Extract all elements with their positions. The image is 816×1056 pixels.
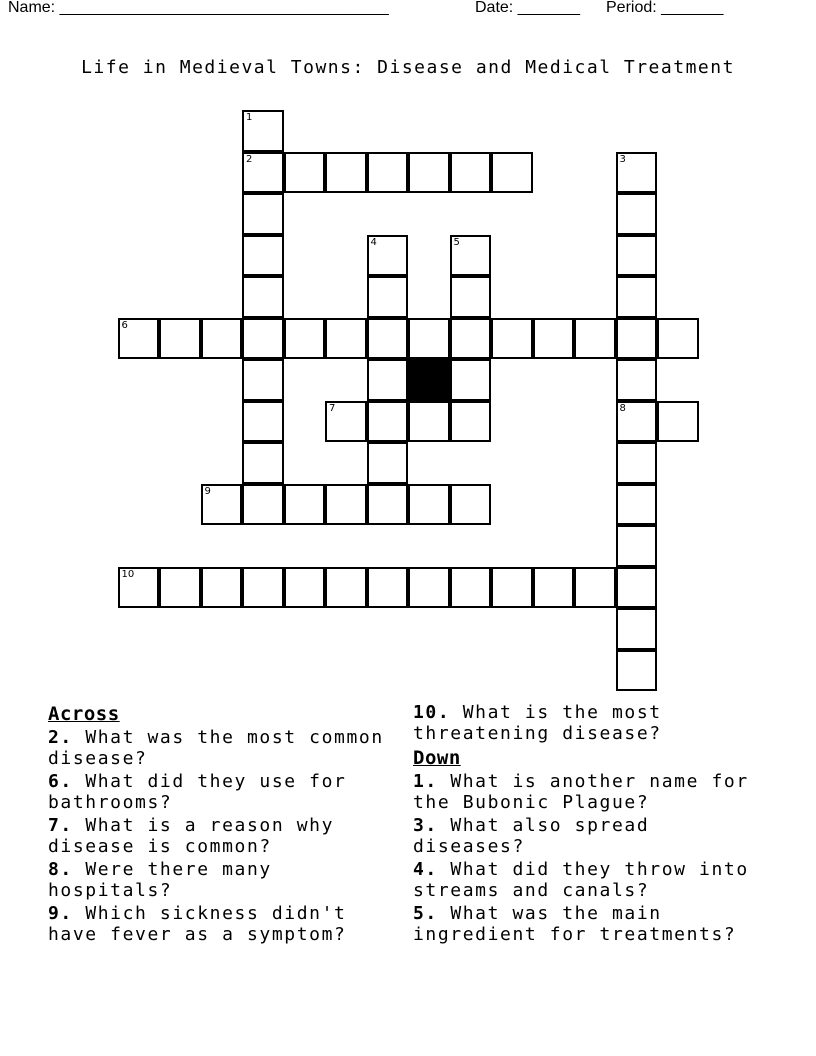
grid-cell[interactable] [616, 235, 658, 277]
across-clues [48, 703, 398, 948]
clue-across-8: 8. Were there many hospitals? [48, 859, 272, 901]
grid-cell[interactable] [201, 318, 243, 360]
grid-cell[interactable] [242, 276, 284, 318]
grid-cell[interactable] [574, 567, 616, 609]
grid-cell[interactable] [367, 359, 409, 401]
grid-cell[interactable] [533, 318, 575, 360]
clue-number: 10 [121, 568, 135, 580]
grid-cell[interactable] [325, 318, 367, 360]
grid-cell[interactable] [491, 152, 533, 194]
clue-across-9: 9. Which sickness didn't have fever as a symptom? [48, 903, 347, 945]
grid-cell[interactable] [408, 484, 450, 526]
grid-cell[interactable] [491, 318, 533, 360]
clue-down-5: 5. What was the main ingredient for treatments? [413, 903, 737, 945]
grid-cell[interactable] [450, 484, 492, 526]
grid-cell[interactable] [616, 484, 658, 526]
clue-number: 2 [246, 153, 253, 165]
grid-cell[interactable] [616, 650, 658, 692]
grid-cell[interactable] [325, 567, 367, 609]
grid-cell[interactable] [284, 152, 326, 194]
grid-cell[interactable] [201, 484, 243, 526]
grid-cell[interactable] [242, 318, 284, 360]
clue-down-1: 1. What is another name for the Bubonic Plague? [413, 771, 749, 813]
grid-cell[interactable] [118, 567, 160, 609]
grid-cell[interactable] [657, 401, 699, 443]
clue-number: 1 [246, 112, 253, 123]
clue-number: 9 [204, 485, 211, 497]
grid-cell[interactable] [367, 567, 409, 609]
grid-cell[interactable] [242, 110, 284, 152]
clue-down-3: 3. What also spread diseases? [413, 815, 650, 857]
right-clues-column [413, 703, 763, 948]
grid-cell[interactable] [367, 484, 409, 526]
grid-cell[interactable] [367, 235, 409, 277]
grid-cell[interactable] [367, 152, 409, 194]
clue-across-10: 10. What is the most threatening disease? [413, 702, 662, 744]
grid-cell[interactable] [408, 152, 450, 194]
period-field[interactable]: Period: _______ [606, 0, 724, 16]
grid-cell[interactable] [367, 318, 409, 360]
clue-across-2: 2. What was the most common disease? [48, 727, 384, 769]
grid-cell[interactable] [325, 484, 367, 526]
across-heading: Across [48, 703, 120, 725]
grid-cell[interactable] [367, 442, 409, 484]
grid-cell[interactable] [242, 567, 284, 609]
grid-cell[interactable] [616, 276, 658, 318]
name-field[interactable]: Name: _____________________________________ [8, 0, 389, 16]
grid-cell[interactable] [450, 359, 492, 401]
grid-cell[interactable] [616, 318, 658, 360]
grid-cell[interactable] [159, 318, 201, 360]
down-heading: Down [413, 747, 461, 769]
grid-cell[interactable] [616, 608, 658, 650]
grid-cell[interactable] [284, 567, 326, 609]
grid-cell[interactable] [367, 276, 409, 318]
grid-cell[interactable] [616, 442, 658, 484]
grid-cell[interactable] [657, 318, 699, 360]
grid-cell[interactable] [284, 318, 326, 360]
grid-cell[interactable] [201, 567, 243, 609]
grid-cell[interactable] [616, 401, 658, 443]
grid-cell[interactable] [325, 401, 367, 443]
grid-cell[interactable] [325, 152, 367, 194]
grid-cell[interactable] [450, 401, 492, 443]
clue-number: 4 [370, 236, 377, 248]
grid-cell[interactable] [616, 525, 658, 567]
grid-cell[interactable] [574, 318, 616, 360]
grid-cell[interactable] [491, 567, 533, 609]
grid-cell[interactable] [408, 318, 450, 360]
clue-number: 8 [619, 402, 626, 414]
date-field[interactable]: Date: _______ [475, 0, 580, 16]
grid-cell[interactable] [450, 235, 492, 277]
grid-cell[interactable] [242, 442, 284, 484]
grid-cell[interactable] [616, 193, 658, 235]
clue-number: 7 [329, 402, 336, 414]
grid-cell[interactable] [242, 235, 284, 277]
grid-cell[interactable] [450, 276, 492, 318]
grid-cell[interactable] [159, 567, 201, 609]
grid-cell[interactable] [118, 318, 160, 360]
clue-number: 3 [619, 153, 626, 165]
grid-cell[interactable] [408, 567, 450, 609]
grid-cell[interactable] [450, 152, 492, 194]
grid-cell[interactable] [616, 152, 658, 194]
clue-across-7: 7. What is a reason why disease is common? [48, 815, 335, 857]
clue-number: 6 [121, 319, 128, 331]
black-cell [408, 359, 450, 401]
grid-cell[interactable] [242, 484, 284, 526]
grid-cell[interactable] [242, 152, 284, 194]
grid-cell[interactable] [616, 359, 658, 401]
clue-across-6: 6. What did they use for bathrooms? [48, 771, 347, 813]
grid-cell[interactable] [616, 567, 658, 609]
grid-cell[interactable] [242, 193, 284, 235]
grid-cell[interactable] [408, 401, 450, 443]
clue-down-4: 4. What did they throw into streams and canals? [413, 859, 749, 901]
grid-cell[interactable] [450, 567, 492, 609]
page-title: Life in Medieval Towns: Disease and Medical Treatment [81, 57, 735, 78]
grid-cell[interactable] [450, 318, 492, 360]
grid-cell[interactable] [284, 484, 326, 526]
grid-cell[interactable] [367, 401, 409, 443]
clue-number: 5 [453, 236, 460, 248]
grid-cell[interactable] [533, 567, 575, 609]
grid-cell[interactable] [242, 401, 284, 443]
grid-cell[interactable] [242, 359, 284, 401]
